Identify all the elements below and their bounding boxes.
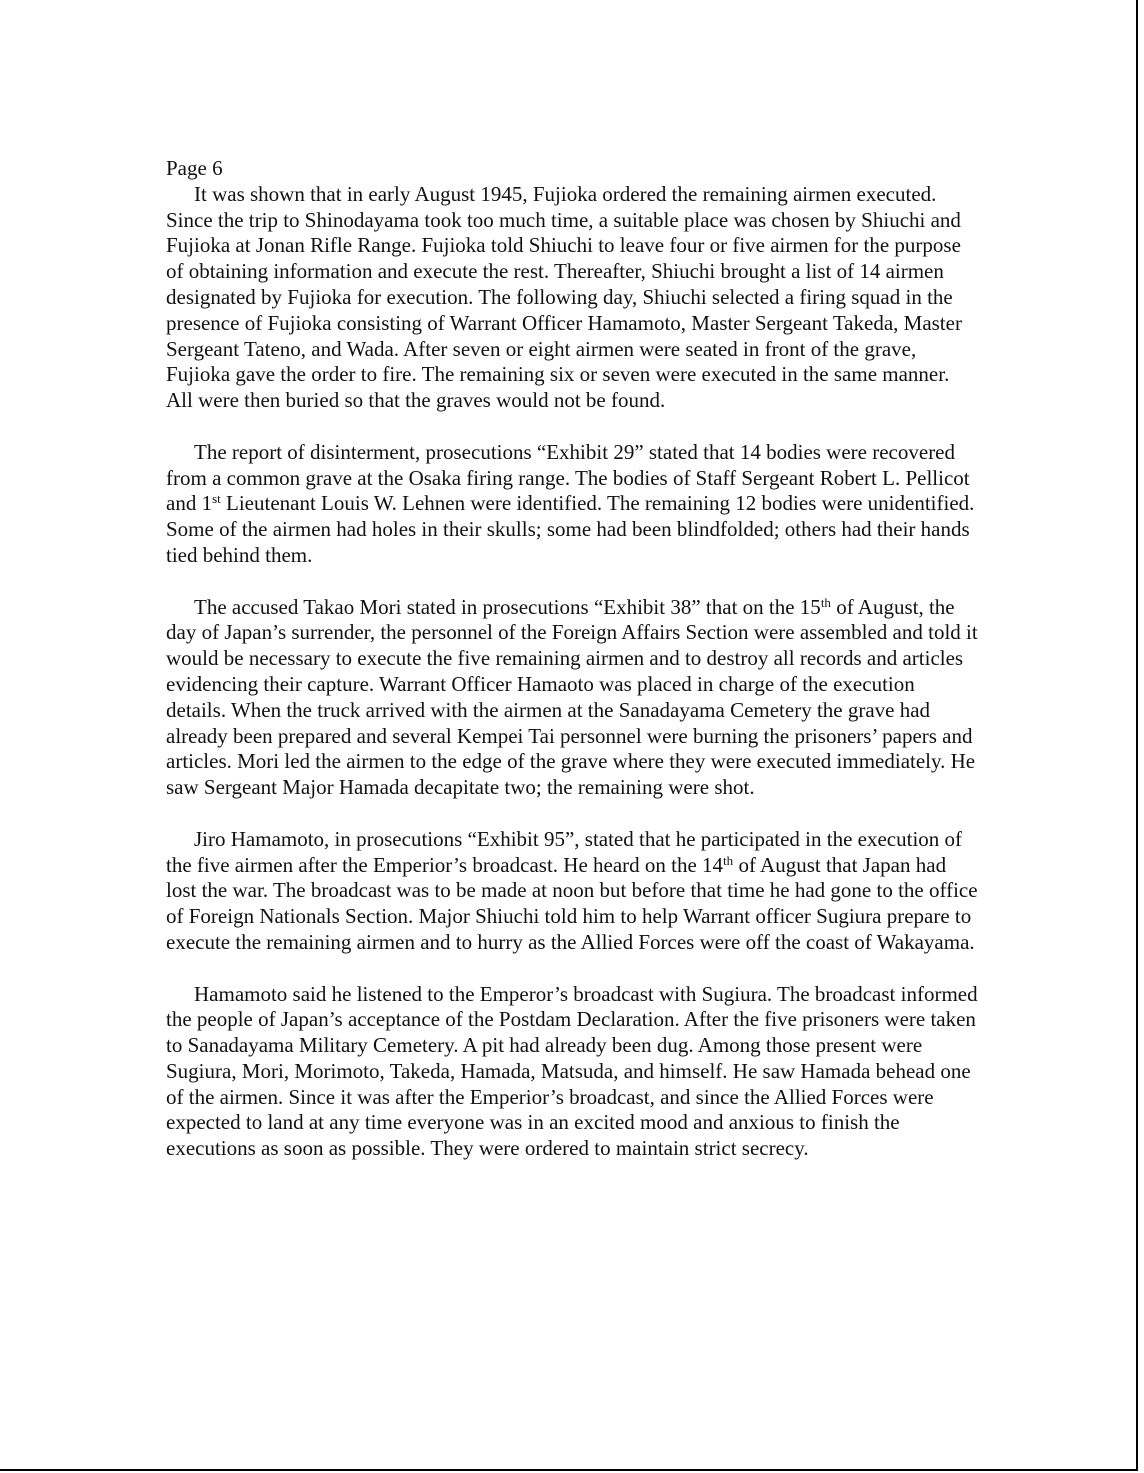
paragraph-4-text-b: of August that Japan had lost the war. The broadcast was to be made at noon but before that time he had gone to the office of Foreign Nationals Section. Major Shiuchi told him to help Warrant officer Sugiura prepare to execute the remaining airmen and to hurry as the Allied Forces were off the coast of Wakayama. bbox=[166, 852, 978, 954]
paragraph-5-text: Hamamoto said he listened to the Emperor’s broadcast with Sugiura. The broadcast informed the people of Japan’s acceptance of the Postdam Declaration. After the five prisoners were taken to Sanadayama Military Cemetery. A pit had already been dug. Among those present were Sugiura, Mori, Morimoto, Takeda, Hamada, Matsuda, and himself. He saw Hamada behead one of the airmen. Since it was after the Emperior’s broadcast, and since the Allied Forces were expected to land at any time everyone was in an excited mood and anxious to finish the executions as soon as possible. They were ordered to maintain strict secrecy. bbox=[166, 981, 978, 1161]
paragraph-3-text-a: The accused Takao Mori stated in prosecutions “Exhibit 38” that on the 15 bbox=[194, 594, 821, 619]
ordinal-superscript: th bbox=[723, 852, 734, 868]
paragraph-2 bbox=[166, 440, 978, 569]
paragraph-1 bbox=[166, 182, 978, 414]
ordinal-superscript: th bbox=[820, 594, 831, 610]
ordinal-superscript: st bbox=[212, 491, 221, 507]
page-number-label: Page 6 bbox=[166, 156, 223, 180]
paragraph-5 bbox=[166, 982, 978, 1163]
paragraph-3 bbox=[166, 595, 978, 801]
page-content bbox=[166, 156, 978, 1162]
paragraph-3-text-b: of August, the day of Japan’s surrender, the personnel of the Foreign Affairs Section were assembled and told it would be necessary to execute the five remaining airmen and to destroy all records and articles evidencing their capture. Warrant Officer Hamaoto was placed in charge of the execution details. When the truck arrived with the airmen at the Sanadayama Cemetery the grave had already been prepared and several Kempei Tai personnel were burning the prisoners’ papers and articles. Mori led the airmen to the edge of the grave where they were executed immediately. He saw Sergeant Major Hamada decapitate two; the remaining were shot. bbox=[166, 594, 978, 800]
paragraph-4 bbox=[166, 827, 978, 956]
paragraph-2-text-b: Lieutenant Louis W. Lehnen were identified. The remaining 12 bodies were unidentified. Some of the airmen had holes in their skulls; some had been blindfolded; others had their hands tied behind them. bbox=[166, 491, 975, 567]
paragraph-4-text-a: Jiro Hamamoto, in prosecutions “Exhibit 95”, stated that he participated in the execution of the five airmen after the Emperior’s broadcast. He heard on the 14 bbox=[166, 826, 963, 877]
paragraph-2-text-a: The report of disinterment, prosecutions “Exhibit 29” stated that 14 bodies were recovered from a common grave at the Osaka firing range. The bodies of Staff Sergeant Robert L. Pellicot and 1 bbox=[166, 439, 970, 516]
paragraph-1-text: It was shown that in early August 1945, Fujioka ordered the remaining airmen executed. Since the trip to Shinodayama took too much time, a suitable place was chosen by Shiuchi and Fujioka at Jonan Rifle Range. Fujioka told Shiuchi to leave four or five airmen for the purpose of obtaining information and execute the rest. Thereafter, Shiuchi brought a list of 14 airmen designated by Fujioka for execution. The following day, Shiuchi selected a firing squad in the presence of Fujioka consisting of Warrant Officer Hamamoto, Master Sergeant Takeda, Master Sergeant Tateno, and Wada. After seven or eight airmen were seated in front of the grave, Fujioka gave the order to fire. The remaining six or seven were executed in the same manner. All were then buried so that the graves would not be found. bbox=[166, 181, 962, 413]
